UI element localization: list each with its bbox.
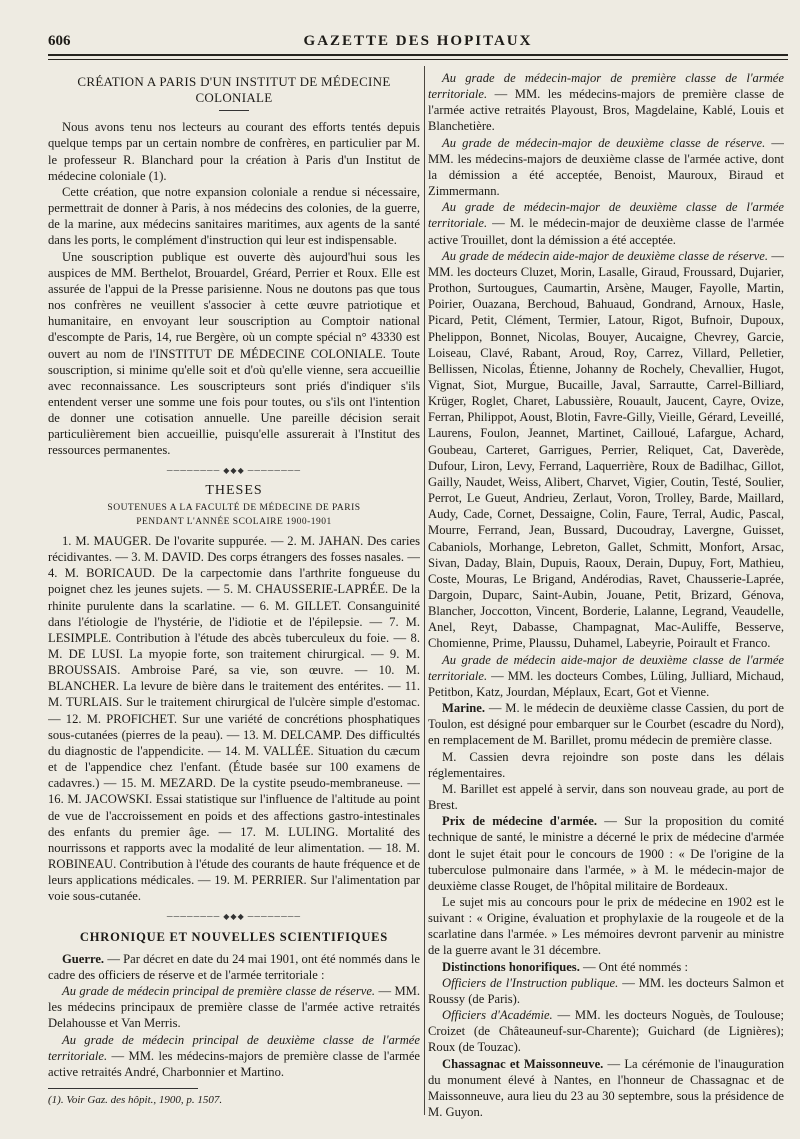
guerre-paragraph: Guerre. — Par décret en date du 24 mai 1901, ont été nommés dans le cadre des officiers de réserve et de l'armée territoriale : [48,951,420,982]
footnote-rule [48,1088,198,1089]
chronique-title: CHRONIQUE ET NOUVELLES SCIENTIFIQUES [79,929,389,944]
distinctions-paragraph: Distinctions honorifiques. — Ont été nommés : [442,959,688,974]
article-paragraph: Cette création, que notre expansion coloniale a rendue si nécessaire, permettrait de donner à Paris, à nos médecins des colonies, de la guerre, de la marine, aux médecins sanitaires maritimes, aux agents de la santé dans les ports, le complément d'instruction qui leur est indispensable. [48,184,420,248]
marine-paragraph: M. Barillet est appelé à servir, dans son nouveau grade, au port de Brest. [428,781,784,813]
marine-paragraph: Marine. — M. le médecin de deuxième classe Cassien, du port de Toulon, est désigné pour embarquer sur le Courbet (escadre du Nord), en remplacement de M. Barillet, promu médecin de première classe. [428,701,784,748]
article-title: CRÉATION A PARIS D'UN INSTITUT DE MÉDECINE COLONIALE [77,74,391,106]
grade-paragraph: Au grade de médecin-major de première classe de l'armée territoriale. — MM. les médecins-majors de première classe de l'armée active retraités Playoust, Bros, Magdelaine, Kablé, Louis et Blanchetière. [428,71,784,134]
title-rule [219,110,249,111]
grade-paragraph: Au grade de médecin principal de première classe de réserve. — MM. les médecins principaux de première classe de l'armée active retraités Delahousse et Van Merris. [48,984,420,1031]
section-ornament: ──────── ◆◆◆ ──────── [166,911,302,921]
prix-paragraph: Le sujet mis au concours pour le prix de médecine en 1902 est le suivant : « Origine, évaluation et prophylaxie de la rougeole et de la scarlatine dans l'armée. » Les mémoires devront parvenir au ministre de la guerre avant le 31 décembre. [428,894,784,958]
grade-paragraph: Au grade de médecin principal de deuxième classe de l'armée territoriale. — MM. les médecins-majors de première classe de l'armée active retraités André, Charbonnier et Martino. [48,1032,420,1079]
theses-subtitle: SOUTENUES A LA FACULTÉ DE MÉDECINE DE PARIS [107,502,361,513]
page-header [48,28,788,56]
article-paragraph: Une souscription publique est ouverte dès aujourd'hui sous les auspices de MM. Berthelot, Brouardel, Gréard, Perrier et Roux. Elle est assurée de l'appui de la Presse parisienne. Nous ne doutons pas que tous nos confrères ne veuillent s'associer à cette œuvre patriotique et humanitaire, en envoyant leur souscription au Comptoir national d'escompte de Paris, 14, rue Bergère, où un compte spécial n° 43330 est ouvert au nom de l'INSTITUT DE MÉDECINE COLONIALE. Toute souscription, si minime qu'elle soit et d'où qu'elle vienne, sera accueillie avec reconnaissance. Les souscripteurs sont priés d'indiquer s'ils entendent verser une somme une fois pour toutes, ou s'ils ont l'intention de donner une cotisation annuelle. Une pareille décision serait particulièrement bien accueillie, puisqu'elle assurerait à l'Institut des ressources permanentes. [48,249,420,458]
journal-title: GAZETTE DES HOPITAUX [303,32,533,49]
page-number: 606 [48,32,71,49]
column-divider [424,66,425,1115]
right-column [428,70,784,1121]
theses-title: THESES [205,482,263,498]
grade-paragraph: Au grade de médecin aide-major de deuxième classe de réserve. — MM. les docteurs Cluzet, Morin, Lasalle, Giraud, Froussard, Dujarier, Prothon, Surtougues, Caumartin, Arsène, Mauger, Fayolle, Martin, Poirier, Ouazana, Berchoud, Bahuaud, Gondrand, Arnoux, Hasle, Picard, Petit, Clément, Termier, Latour, Rigot, Bufnoir, Dupoux, Phelippon, Bonnet, Nicolas, Bouyer, Aucaigne, Chevrey, Garcie, Loiseau, Clavé, Rabant, Aroud, Roy, Carrez, Villard, Pelletier, Bellissen, Nicolas, Étienne, Johanny de Rochely, Chevallier, Hugot, Vignat, Siot, Murgue, Bucaille, Javal, Sarrautte, Carrel-Billiard, Krüger, Roglet, Charet, Labussière, Rouault, Jaucent, Cayre, Ovize, Ferran, Philippot, Aoust, Blotin, Favre-Gilly, Vieille, Gérard, Leveillé, Laurens, Foulon, Jeannet, Martinet, Cailloué, Lafargue, Achard, Goubeau, Carteret, Garrigues, Perrier, Reliquet, Cat, Daverède, Dufour, Liron, Levy, Ferrand, Laquerrière, Roux de Badilhac, Gillot, Gailly, Naudet, Weiss, Alibert, Charvet, Vigier, Coutin, Testé, Soulier, Perrot, Le Gueut, Andrieu, Zerlaut, Voron, Trolley, Barde, Maillard, Audy, Cade, Cornet, Dessaigne, Colin, Faure, Terral, Audic, Pascal, Mourre, Ferrand, Jean, Bussard, Ducoudray, Lavergne, Guisset, Cabaniols, Morhange, Lebreton, Gallet, Schmitt, Monfort, Arsac, Sivan, Daday, Blain, Dupuis, Raoux, Derain, Dupuy, Fort, Mathieu, Coste, Mouras, Le Brigand, Andérodias, Ravet, Chausserie-Laprée, Dargoin, Duparc, Saint-Aubin, Jouane, Petit, Brizard, Génova, Blancher, Joccotton, Vincent, Borderie, Lalanne, Legrand, Veaudelle, Anel, Reyt, Dabasse, Champagnat, Mac-Auliffe, Besserve, Chomienne, Prime, Plaussu, Duhamel, Labeyrie, Poirault et Franco. [428,248,784,651]
article-paragraph: Nous avons tenu nos lecteurs au courant des efforts tentés depuis quelque temps par un certain nombre de confrères, en particulier par M. le professeur R. Blanchard pour la création à Paris d'un Institut de médecine coloniale (1). [48,120,420,183]
theses-subtitle-year: PENDANT L'ANNÉE SCOLAIRE 1900-1901 [136,516,332,527]
marine-paragraph: M. Cassien devra rejoindre son poste dans les délais réglementaires. [428,749,784,780]
grade-paragraph: Au grade de médecin-major de deuxième classe de l'armée territoriale. — M. le médecin-major de deuxième classe de l'armée active Trouillet, dont la démission a été acceptée. [428,200,784,247]
prix-paragraph: Prix de médecine d'armée. — Sur la proposition du comité technique de santé, le ministre a décerné le prix de médecine d'armée dont le sujet était pour le concours de 1900 : « De l'origine de la tuberculose pulmonaire dans l'armée, » à M. le médecin-major de deuxième classe Rouget, de l'hôpital militaire de Bordeaux. [428,814,784,893]
section-ornament: ──────── ◆◆◆ ──────── [166,465,302,475]
footnote: (1). Voir Gaz. des hôpit., 1900, p. 1507. [48,1094,223,1107]
left-column [48,70,420,1121]
grade-paragraph: Au grade de médecin-major de deuxième classe de réserve. — MM. les médecins-majors de deuxième classe de l'armée active, dont la démission a été acceptée, Benoist, Mauroux, Biraud et Zimmermann. [428,135,784,199]
distinctions-paragraph: Officiers d'Académie. — MM. les docteurs Noguès, de Toulouse; Croizet (de Châteauneuf-sur-Charente); Guichard (de Lignières); Roux (de Touzac). [428,1008,784,1055]
distinctions-paragraph: Officiers de l'Instruction publique. — MM. les docteurs Salmon et Roussy (de Paris). [428,975,784,1006]
theses-list: 1. M. MAUGER. De l'ovarite suppurée. — 2. M. JAHAN. Des caries récidivantes. — 3. M. DAVID. Des corps étrangers des fosses nasales. — 4. M. BORICAUD. De la carpectomie dans l'arthrite fongueuse du poignet chez les jeunes sujets. — 5. M. CHAUSSERIE-LAPRÉE. De la rhinite purulente dans la scarlatine. — 6. M. GILLET. Consanguinité dans l'étiologie de l'hystérie, de l'idiotie et de l'épilepsie. — 7. M. LESIMPLE. Contribution à l'étude des abcès tuberculeux du foie. — 8. M. DE LUSI. La myopie forte, son traitement chirurgical. — 9. M. BROUSSAIS. Ambroise Paré, sa vie, son œuvre. — 10. M. BLANCHER. La levure de bière dans le traitement des entérites. — 11. M. TURLAIS. Sur le traitement chirurgical de l'ulcère simple d'estomac. — 12. M. PROFICHET. Sur une variété de concrétions phosphatiques sous-cutanées (pierres de la peau). — 13. M. DELCAMP. Des difficultés du diagnostic de l'appendicite. — 14. M. VALLÉE. Situation du cæcum et de l'appendice chez l'enfant. (Étude basée sur 100 examens de cadavres.) — 15. M. MEZARD. De la cystite pseudo-membraneuse. — 16. M. JACOWSKI. Essai statistique sur l'influence de l'altitude au point de vue de l'accroissement en poids et des affections gastro-intestinales des enfants du premier âge. — 17. M. LULING. Mortalité des nourrissons et rapports avec la modalité de leur alimentation. — 18. M. ROBINEAU. Contribution à l'étude des courants de haute fréquence et de leurs applications médicales. — 19. M. PERRIER. Sur l'alimentation par voie sous-cutanée. [48,533,420,904]
grade-paragraph: Au grade de médecin aide-major de deuxième classe de l'armée territoriale. — MM. les docteurs Combes, Lüling, Julliard, Michaud, Petitbon, Katz, Jourdan, Méplaux, Ecart, Got et Vienne. [428,652,784,699]
chassagnac-paragraph: Chassagnac et Maissonneuve. — La cérémonie de l'inauguration du monument élevé à Nantes, en l'honneur de Chassagnac et de Maissonneuve, aura lieu du 23 au 30 septembre, sous la présidence de M. Guyon. [428,1056,784,1119]
